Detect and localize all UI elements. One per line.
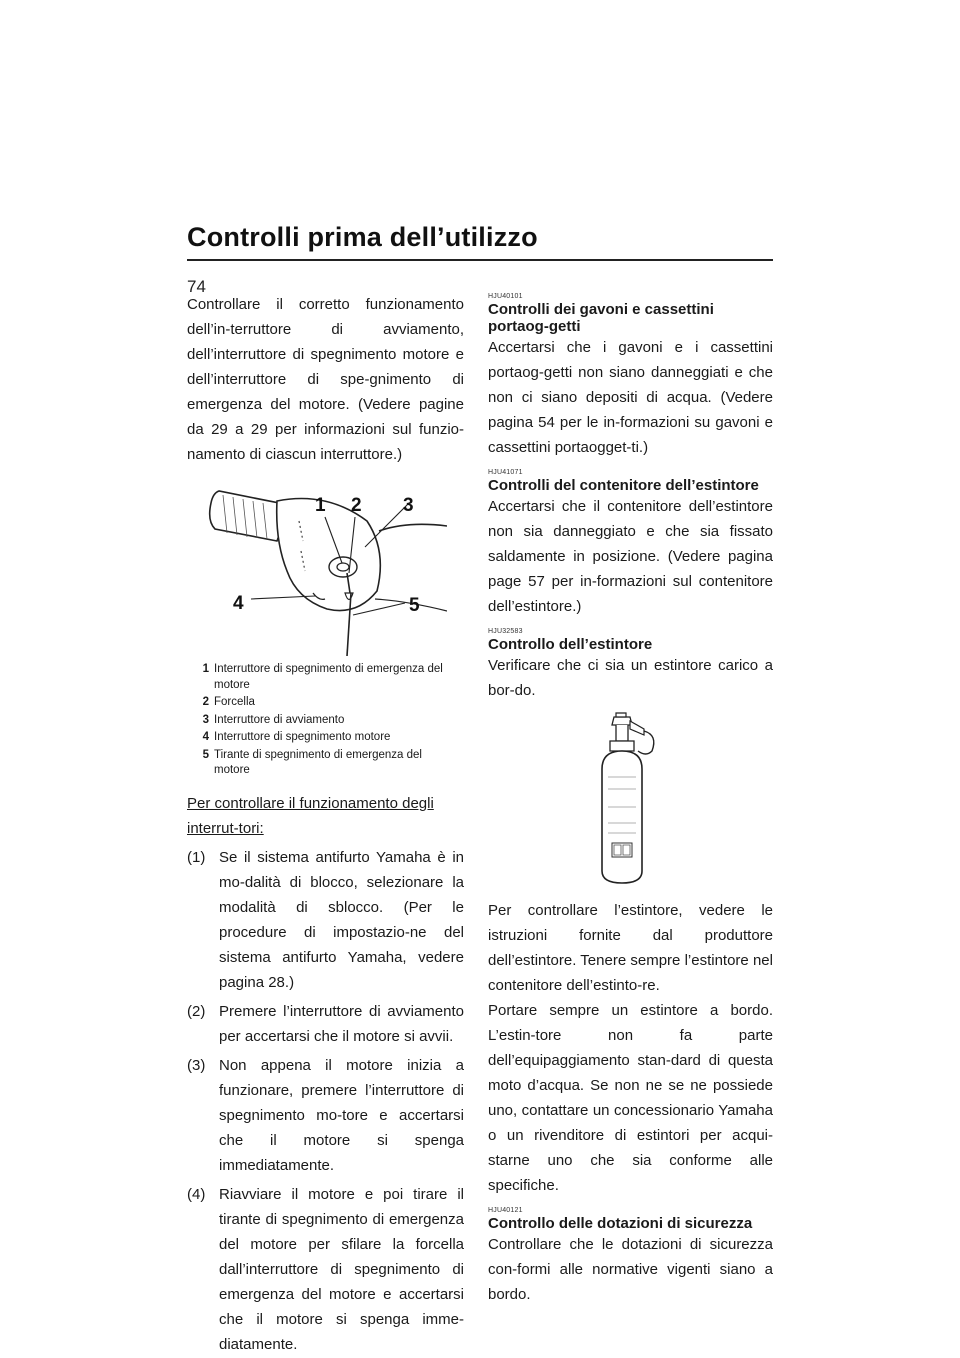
section-body: Controllare che le dotazioni di sicurezza con-formi alle normative vigenti siano a bordo. bbox=[488, 1236, 773, 1303]
figure-legend bbox=[187, 662, 464, 779]
procedure-subheading: Per controllare il funzionamento degli interrut-tori: bbox=[187, 794, 434, 837]
section-body: Accertarsi che i gavoni e i cassettini portaog-getti non siano danneggiati e che non ci siano depositi di acqua. (Vedere pagina 54 per le in-formazioni su gavoni e cassettini portaogget-ti.) bbox=[488, 339, 773, 456]
section-code: HJU41071 bbox=[488, 469, 523, 476]
section-body: Verificare che ci sia un estintore carico a bor-do. bbox=[488, 657, 773, 699]
extinguisher-instructions: Per controllare l’estintore, vedere le istruzioni fornite dal produttore dell’estintore. Tenere sempre l’estintore nel contenitore dell’estinto-re. bbox=[488, 902, 773, 994]
section-code: HJU40101 bbox=[488, 293, 523, 300]
callout-2: 2 bbox=[351, 495, 362, 516]
handlebar-illustration bbox=[207, 481, 447, 656]
section-title-storage: Controlli dei gavoni e cassettini portaog-getti bbox=[488, 301, 714, 335]
callout-1: 1 bbox=[315, 495, 326, 516]
extinguisher-onboard-note: Portare sempre un estintore a bordo. L’estin-tore non fa parte dell’equipaggiamento stan-dard di questa moto d’acqua. Se non ne se ne possiede uno, contattare un concessionario Yamaha o un rivenditore di estintori per acqui-starne uno che sia conforme alle specifiche. bbox=[488, 1002, 773, 1194]
legend-item: 4 Interruttore di spegnimento motore bbox=[202, 731, 391, 743]
step-item: (4) Riavviare il motore e poi tirare il tirante di spegnimento di emergenza del motore per sfilare la forcella dall’interruttore di spegnimento di emergenza del motore e accertarsi che il motore si spenga imme-diatamente. bbox=[187, 1185, 464, 1353]
section-code: HJU32583 bbox=[488, 628, 523, 635]
section-body: Accertarsi che il contenitore dell’estintore non sia danneggiato e che sia fissato saldamente in posizione. (Vedere pagina page 57 per in-formazioni sul contenitore dell’estintore.) bbox=[488, 498, 773, 615]
section-title-extinguisher-holder: Controlli del contenitore dell’estintore bbox=[488, 477, 759, 494]
right-column bbox=[488, 292, 773, 1307]
intro-paragraph: Controllare il corretto funzionamento dell’in-terruttore di avviamento, dell’interruttore di spegnimento motore e dell’interruttore di spe-gnimento di emergenza del motore. (Vedere pagine da 29 a 29 per informazioni sul funzio-namento di ciascun interruttore.) bbox=[187, 296, 464, 463]
legend-item: 5 Tirante di spegnimento di emergenza del motore bbox=[202, 748, 422, 776]
procedure-steps bbox=[187, 845, 464, 1357]
legend-item: 1 Interruttore di spegnimento di emergenza del motore bbox=[202, 663, 443, 691]
fire-extinguisher-icon bbox=[586, 711, 676, 886]
legend-item: 3 Interruttore di avviamento bbox=[202, 713, 345, 726]
callout-4: 4 bbox=[233, 593, 244, 614]
section-title-extinguisher: Controllo dell’estintore bbox=[488, 636, 653, 653]
left-column bbox=[187, 292, 464, 1357]
page-number: 74 bbox=[187, 277, 206, 296]
step-item: (1) Se il sistema antifurto Yamaha è in mo-dalità di blocco, selezionare la modalità di sblocco. (Per le procedure di impostazio-ne del sistema antifurto Yamaha, vedere pagina 28.) bbox=[187, 848, 464, 991]
callout-3: 3 bbox=[403, 495, 414, 516]
handlebar-switch-figure bbox=[187, 481, 464, 656]
page-title: Controlli prima dell’utilizzo bbox=[187, 222, 538, 252]
legend-item: 2 Forcella bbox=[202, 696, 255, 708]
header-divider bbox=[187, 259, 773, 261]
section-code: HJU40121 bbox=[488, 1207, 523, 1214]
step-item: (3) Non appena il motore inizia a funzionare, premere l’interruttore di spegnimento mo-tore e accertarsi che il motore si spenga immediatamente. bbox=[187, 1056, 464, 1174]
callout-5: 5 bbox=[409, 595, 420, 616]
section-title-safety-equipment: Controllo delle dotazioni di sicurezza bbox=[488, 1215, 753, 1232]
extinguisher-figure bbox=[488, 711, 773, 886]
step-item: (2) Premere l’interruttore di avviamento per accertarsi che il motore si avvii. bbox=[187, 1002, 464, 1045]
